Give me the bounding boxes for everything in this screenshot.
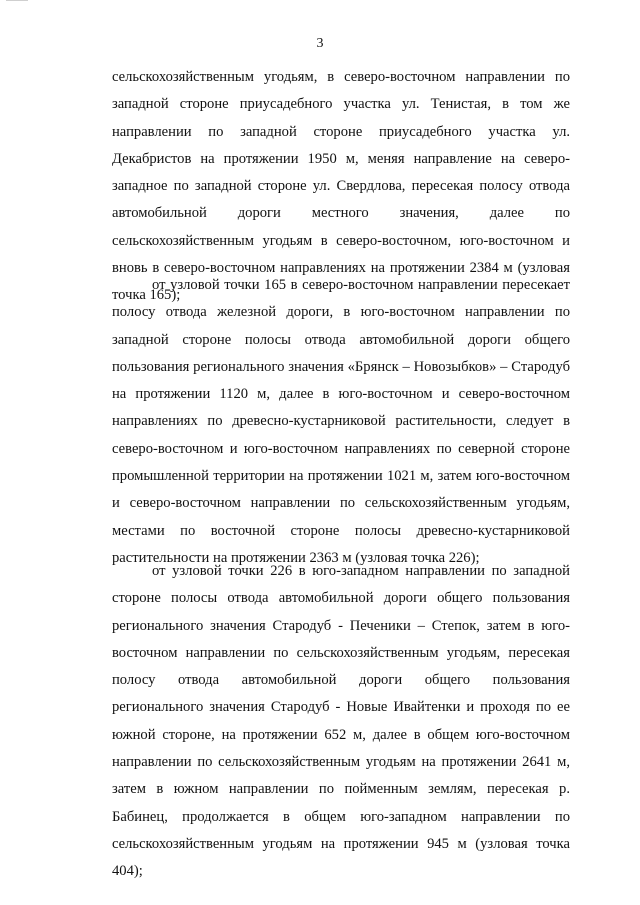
page-number: 3	[316, 36, 324, 51]
paragraph-text: от узловой точки 226 в юго-западном направлении по западной стороне полосы отвода автомобильной дороги общего пользования регионального значения Стародуб - Печеники – Степок, затем в юго-восточном направлении по сельскохозяйственным угодьям, пересекая полосу отвода автомобильной дороги общего пользования регионального значения Стародуб - Новые Ивайтенки и проходя по ее южной стороне, на протяжении 652 м, далее в общем юго-восточном направлении по сельскохозяйственным угодьям на протяжении 2641 м, затем в южном направлении по пойменным землям, пересекая р. Бабинец, продолжается в общем юго-западном направлении по сельскохозяйственным угодьям на протяжении 945 м (узловая точка 404);	[112, 563, 570, 880]
paragraph-node-165	[112, 272, 570, 572]
paragraph-text: сельскохозяйственным угодьям, в северо-восточном направлении по западной стороне приусадебного участка ул. Тенистая, в том же направлении по западной стороне приусадебного участка ул. Декабристов на протяжении 1950 м, меняя направление на северо-западное по западной стороне ул. Свердлова, пересекая полосу отвода автомобильной дороги местного значения, далее по сельскохозяйственным угодьям в северо-восточном, юго-восточном и вновь в северо-восточном направлениях на протяжении 2384 м (узловая точка 165);	[112, 69, 570, 304]
paragraph-node-226	[112, 558, 570, 886]
paragraph-text: от узловой точки 165 в северо-восточном направлении пересекает полосу отвода железной дороги, в юго-восточном направлении по западной стороне полосы отвода автомобильной дороги общего пользования регионального значения «Брянск – Новозыбков» – Стародуб на протяжении 1120 м, далее в юго-восточном и северо-восточном направлениях по древесно-кустарниковой растительности, следует в северо-восточном и юго-восточном направлениях по северной стороне промышленной территории на протяжении 1021 м, затем юго-восточном и северо-восточном направлении по сельскохозяйственным угодьям, местами по восточной стороне полосы древесно-кустарниковой растительности на протяжении 2363 м (узловая точка 226);	[112, 277, 570, 566]
scan-corner-mark	[6, 0, 28, 4]
